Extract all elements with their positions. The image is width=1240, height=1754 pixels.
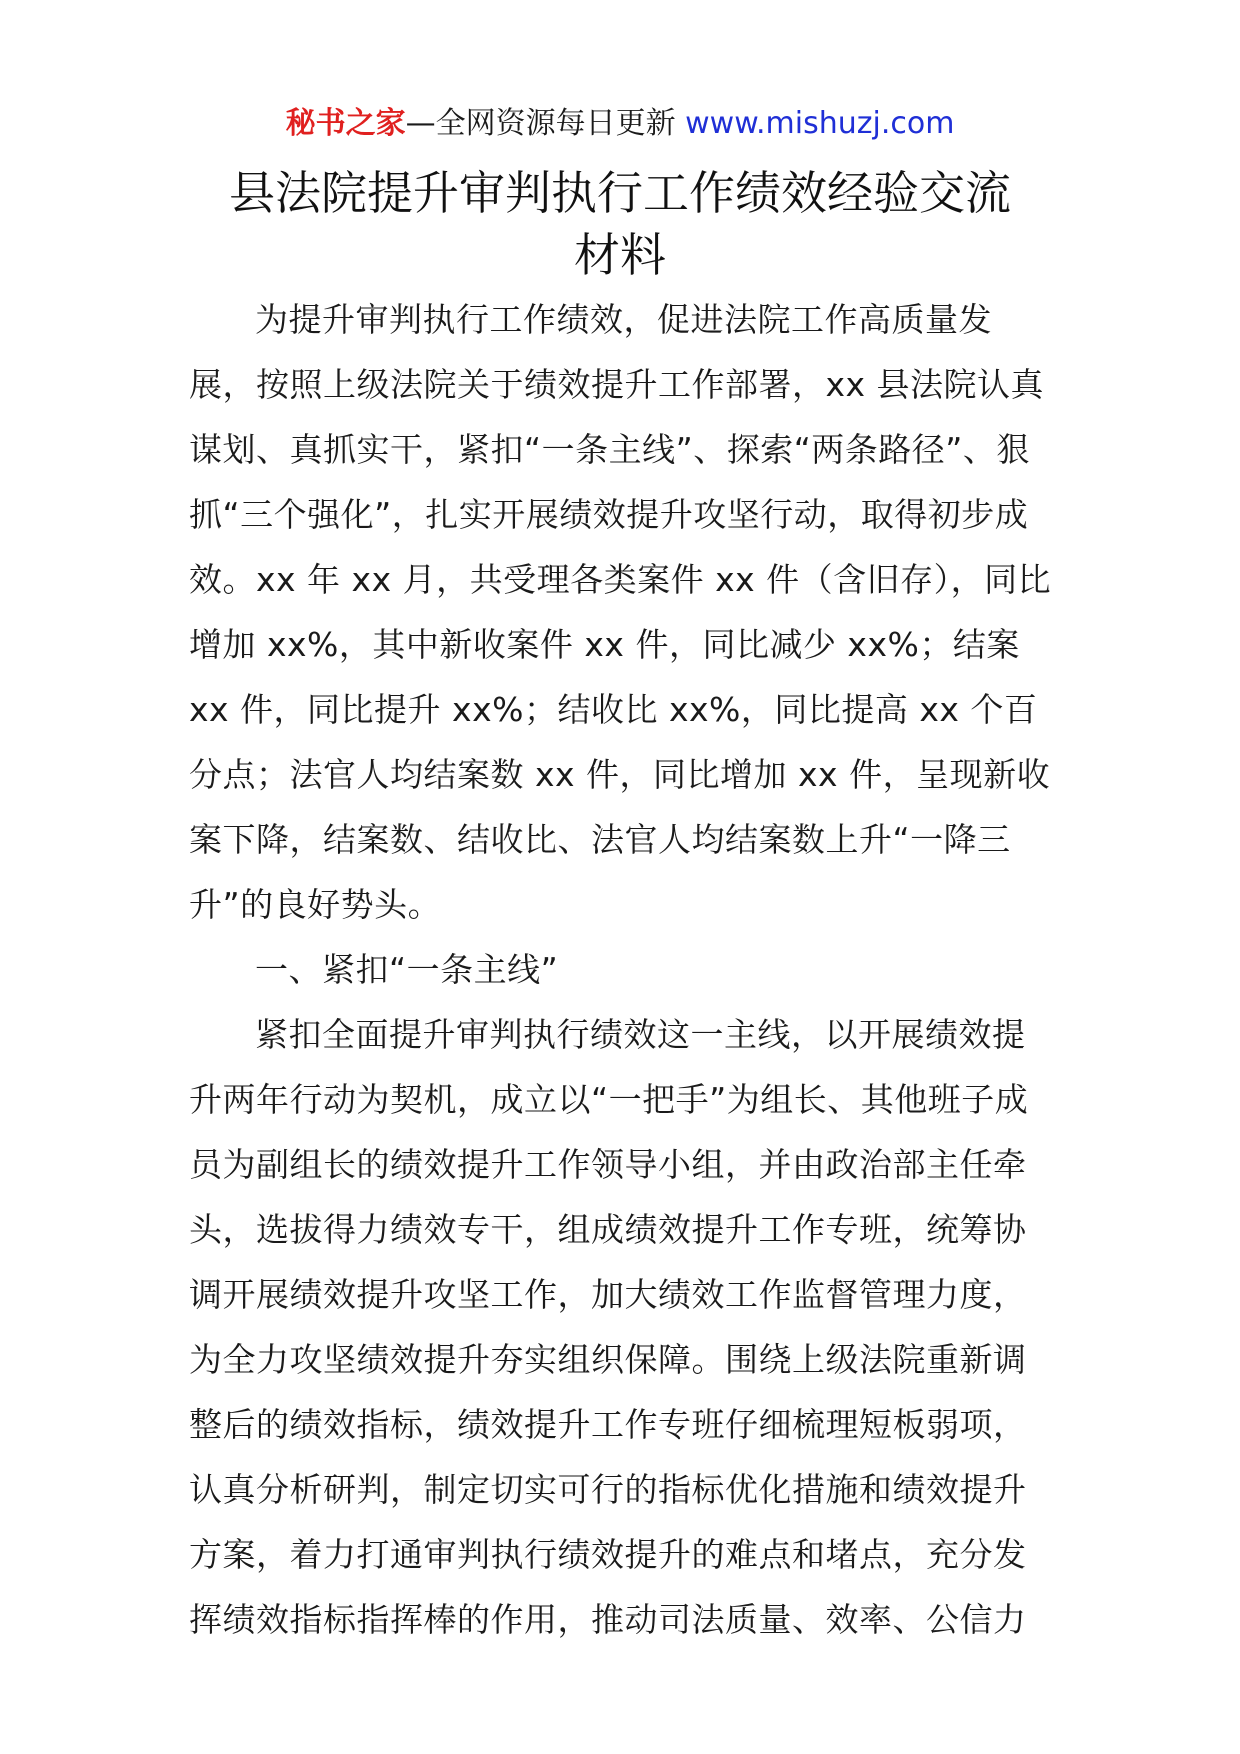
title-line-2: 材料 bbox=[574, 228, 666, 282]
header-tagline: —全网资源每日更新 bbox=[405, 106, 686, 141]
document-title bbox=[150, 162, 1090, 286]
title-line-1: 县法院提升审判执行工作绩效经验交流 bbox=[229, 166, 1011, 220]
section-1-paragraph: 紧扣全面提升审判执行绩效这一主线，以开展绩效提升两年行动为契机，成立以“一把手”为组长、其他班子成员为副组长的绩效提升工作领导小组，并由政治部主任牵头，选拔得力绩效专干，组成绩效提升工作专班，统筹协调开展绩效提升攻坚工作，加大绩效工作监督管理力度，为全力攻坚绩效提升夯实组织保障。围绕上级法院重新调整后的绩效指标，绩效提升工作专班仔细梳理短板弱项，认真分析研判，制定切实可行的指标优化措施和绩效提升方案，着力打通审判执行绩效提升的难点和堵点，充分发挥绩效指标指挥棒的作用，推动司法质量、效率、公信力 bbox=[189, 1015, 1029, 1639]
document-body bbox=[189, 287, 1055, 1652]
intro-paragraph: 为提升审判执行工作绩效，促进法院工作高质量发展，按照上级法院关于绩效提升工作部署，xx 县法院认真谋划、真抓实干，紧扣“一条主线”、探索“两条路径”、狠抓“三个强化”，扎实开展绩效提升攻坚行动，取得初步成效。xx 年 xx 月，共受理各类案件 xx 件（含旧存），同比增加 xx%，其中新收案件 xx 件，同比减少 xx%；结案 xx 件，同比提升 xx%；结收比 xx%，同比提高 xx 个百分点；法官人均结案数 xx 件，同比增加 xx 件，呈现新收案下降，结案数、结收比、法官人均结案数上升“一降三升”的良好势头。 bbox=[189, 300, 1052, 924]
brand-name: 秘书之家 bbox=[285, 106, 406, 141]
site-url-link[interactable]: www.mishuzj.com bbox=[685, 106, 955, 141]
site-header bbox=[0, 102, 1240, 146]
section-heading-1: 一、紧扣“一条主线” bbox=[255, 950, 559, 989]
